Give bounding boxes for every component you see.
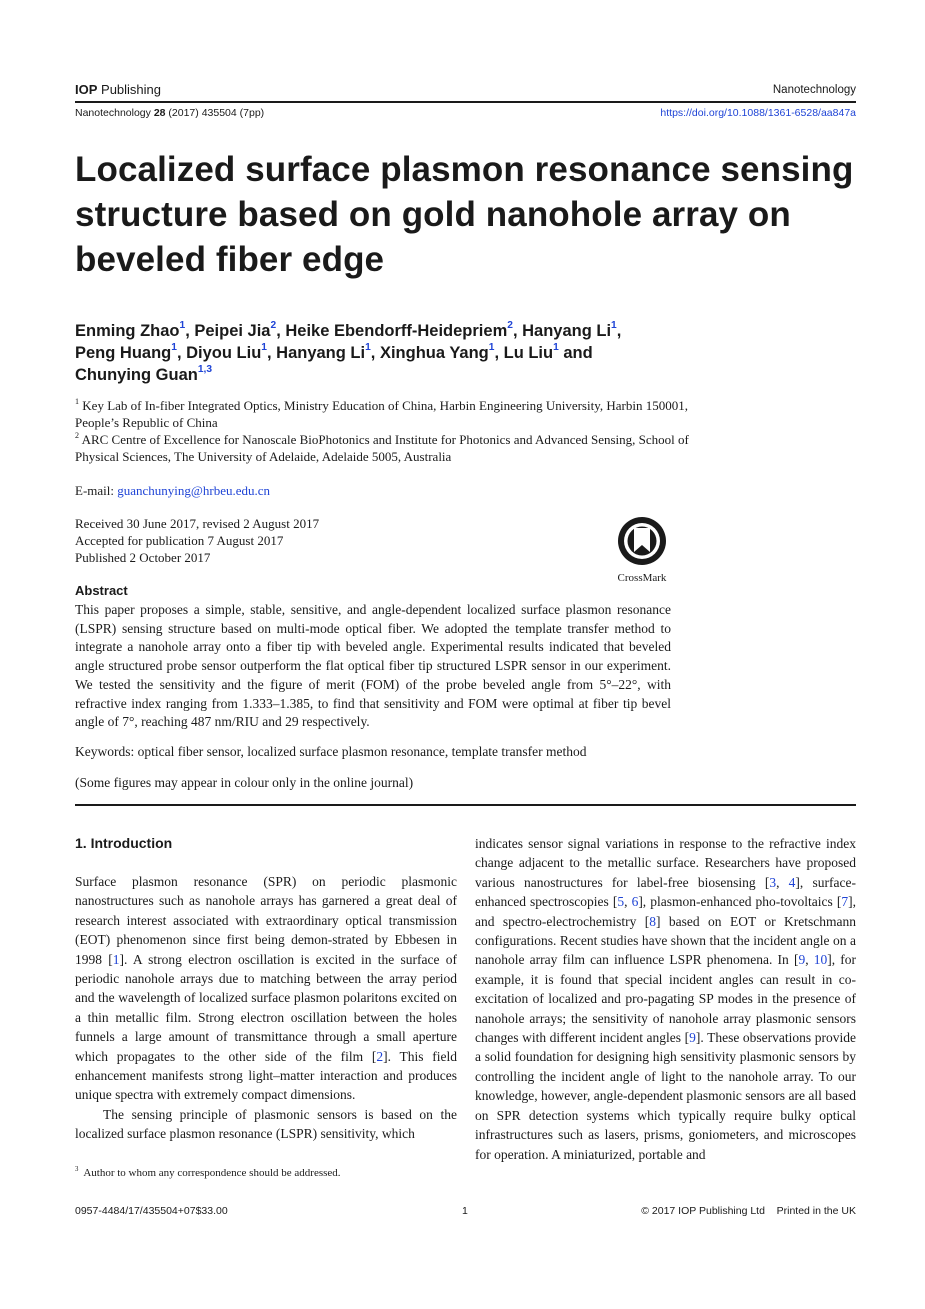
email-line: E-mail: guanchunying@hrbeu.edu.cn (75, 483, 271, 498)
published-date: Published 2 October 2017 (75, 550, 211, 565)
email-link[interactable]: guanchunying@hrbeu.edu.cn (117, 483, 271, 498)
crossmark-icon (617, 516, 667, 568)
author[interactable]: Chunying Guan$^{1,3}$ (75, 364, 213, 384)
citation: Nanotechnology 28 (2017) 435504 (7pp) (75, 107, 265, 119)
publisher-logo: IOP Publishing (75, 82, 162, 97)
footnote: $^3$ Author to whom any correspondence should be addressed. (75, 1165, 341, 1179)
author[interactable]: Hanyang Li$^1$ (522, 320, 617, 340)
reference-link[interactable]: 10 (813, 952, 828, 968)
doi-link[interactable]: https://doi.org/10.1088/1361-6528/aa847a (660, 107, 856, 119)
reference-link[interactable]: 5 (617, 894, 625, 910)
reference-link[interactable]: 3 (769, 874, 777, 890)
page-number: 1 (462, 1205, 468, 1217)
publication-dates (75, 515, 319, 566)
author[interactable]: Heike Ebendorff-Heidepriem$^2$ (285, 320, 513, 340)
affiliation: $^2$ ARC Centre of Excellence for Nanoscale BioPhotonics and Institute for Photonics and Advanced Sensing, School of Physical Sciences, The University of Adelaide, Adelaide 5005, Australia (75, 430, 689, 464)
abstract-text: This paper proposes a simple, stable, sensitive, and angle-dependent localized surface plasmon resonance (LSPR) sensing structure based on multi-mode optical fiber. We adopted the template transfer method to integrate a nanohole array onto a fiber tip with beveled angle. Experimental results indicated that beveled angle structured probe sensor outperform the flat optical fiber tip structured LSPR sensor in our experiment. We tested the sensitivity and the figure of merit (FOM) of the probe beveled angle from 5°–22°, with refractive index ranging from 1.333–1.385, to find that sensitivity and FOM were optimal at fiber tip bevel angle of 7°, reaching 487 nm/RIU and 29 respectively. (75, 602, 671, 730)
reference-link[interactable]: 8 (649, 913, 656, 929)
header-divider (75, 101, 856, 103)
abstract-heading: Abstract (75, 583, 128, 598)
keywords: Keywords: optical fiber sensor, localized surface plasmon resonance, template transfer method (75, 744, 587, 759)
reference-link[interactable]: 9 (798, 952, 806, 968)
author[interactable]: Xinghua Yang$^1$ (379, 342, 495, 362)
reference-link[interactable]: 7 (841, 894, 849, 910)
author[interactable]: Diyou Liu$^1$ (186, 342, 267, 362)
footer-copyright: © 2017 IOP Publishing Ltd Printed in the UK (641, 1205, 856, 1217)
crossmark-button[interactable] (612, 516, 672, 584)
journal-name: Nanotechnology (772, 84, 856, 96)
affiliation: $^1$ Key Lab of In-fiber Integrated Optics, Ministry Education of China, Harbin Engineering University, Harbin 150001, People’s Republic of China (75, 396, 688, 430)
author-list: Enming Zhao$^1$, Peipei Jia$^2$, Heike Ebendorff-Heidepriem$^2$, Hanyang Li$^1$, Peng Huang$^1$, Diyou Liu$^1$, Hanyang Li$^1$, Xinghua Yang$^1$, Lu Liu$^1$ and Chunying Guan$^{1,3}$ (75, 320, 622, 384)
section-heading: 1. Introduction (75, 835, 173, 851)
affiliations (75, 397, 695, 465)
right-column (475, 834, 856, 1164)
left-column (75, 872, 457, 1144)
reference-link[interactable]: 4 (788, 874, 796, 890)
footer-issn: 0957-4484/17/435504+07$33.00 (75, 1205, 228, 1217)
paragraph: Surface plasmon resonance (SPR) on periodic plasmonic nanostructures such as nanohole arrays has garnered a great deal of research interest associated with extraordinary optical transmission (EOT) phenomenon since first being demon-strated by Ebbesen in 1998 [1]. A strong electron oscillation is excited in the surface of periodic nanohole arrays due to matching between the array period and the wavelength of localized surface plasmon polaritons excited on a thin metallic film. Strong electron oscillation between the holes funnels a large amount of transmittance through a small aperture which propagates to the other side of the film [2]. This field enhancement manifests strong light–matter interaction and produces unique spectra with extremely compact dimensions. (75, 874, 457, 1103)
crossmark-label: CrossMark (617, 572, 667, 584)
reference-link[interactable]: 6 (631, 894, 639, 910)
author[interactable]: Lu Liu$^1$ (503, 342, 559, 362)
colour-note: (Some figures may appear in colour only in the online journal) (75, 775, 414, 790)
author[interactable]: Enming Zhao$^1$ (75, 320, 186, 340)
section-divider (75, 804, 856, 806)
author[interactable]: Peipei Jia$^2$ (194, 320, 277, 340)
article-title: Localized surface plasmon resonance sensing structure based on gold nanohole array on beveled fiber edge (75, 150, 854, 279)
reference-link[interactable]: 9 (689, 1030, 696, 1046)
reference-link[interactable]: 1 (112, 951, 120, 967)
received-date: Received 30 June 2017, revised 2 August 2017 (75, 516, 320, 531)
paragraph: indicates sensor signal variations in response to the refractive index change adjacent to the metallic surface. Researchers have proposed various nanostructures for label-free biosensing [3, 4], surface-enhanced spectroscopies [5, 6], plasmon-enhanced pho-tovoltaics [7], and spectro-electrochemistry [8] based on EOT or Kretschmann configurations. Recent studies have shown that the incident angle on a nanohole array film can influence LSPR phenomena. In [9, 10], for example, it is found that special incident angles can result in co-excitation of localized and pro-pagating SP modes in the presence of nanohole arrays; the sensitivity of nanohole array plasmonic sensors changes with different incident angles [9]. These observations provide a solid foundation for designing high sensitivity plasmonic sensors by controlling the incident angle of light to the nanohole array. To our knowledge, however, angle-dependent plasmonic sensors are all based on SPR detection systems which typically require bulky optical infrastructures such as lasers, prisms, goniometers, and microscopes for operation. A miniaturized, portable and (475, 836, 856, 1162)
reference-link[interactable]: 2 (376, 1048, 384, 1064)
author[interactable]: Hanyang Li$^1$ (276, 342, 371, 362)
paragraph: The sensing principle of plasmonic sensors is based on the localized surface plasmon resonance (LSPR) sensitivity, which (75, 1106, 457, 1142)
author[interactable]: Peng Huang$^1$ (75, 342, 177, 362)
accepted-date: Accepted for publication 7 August 2017 (75, 533, 284, 548)
